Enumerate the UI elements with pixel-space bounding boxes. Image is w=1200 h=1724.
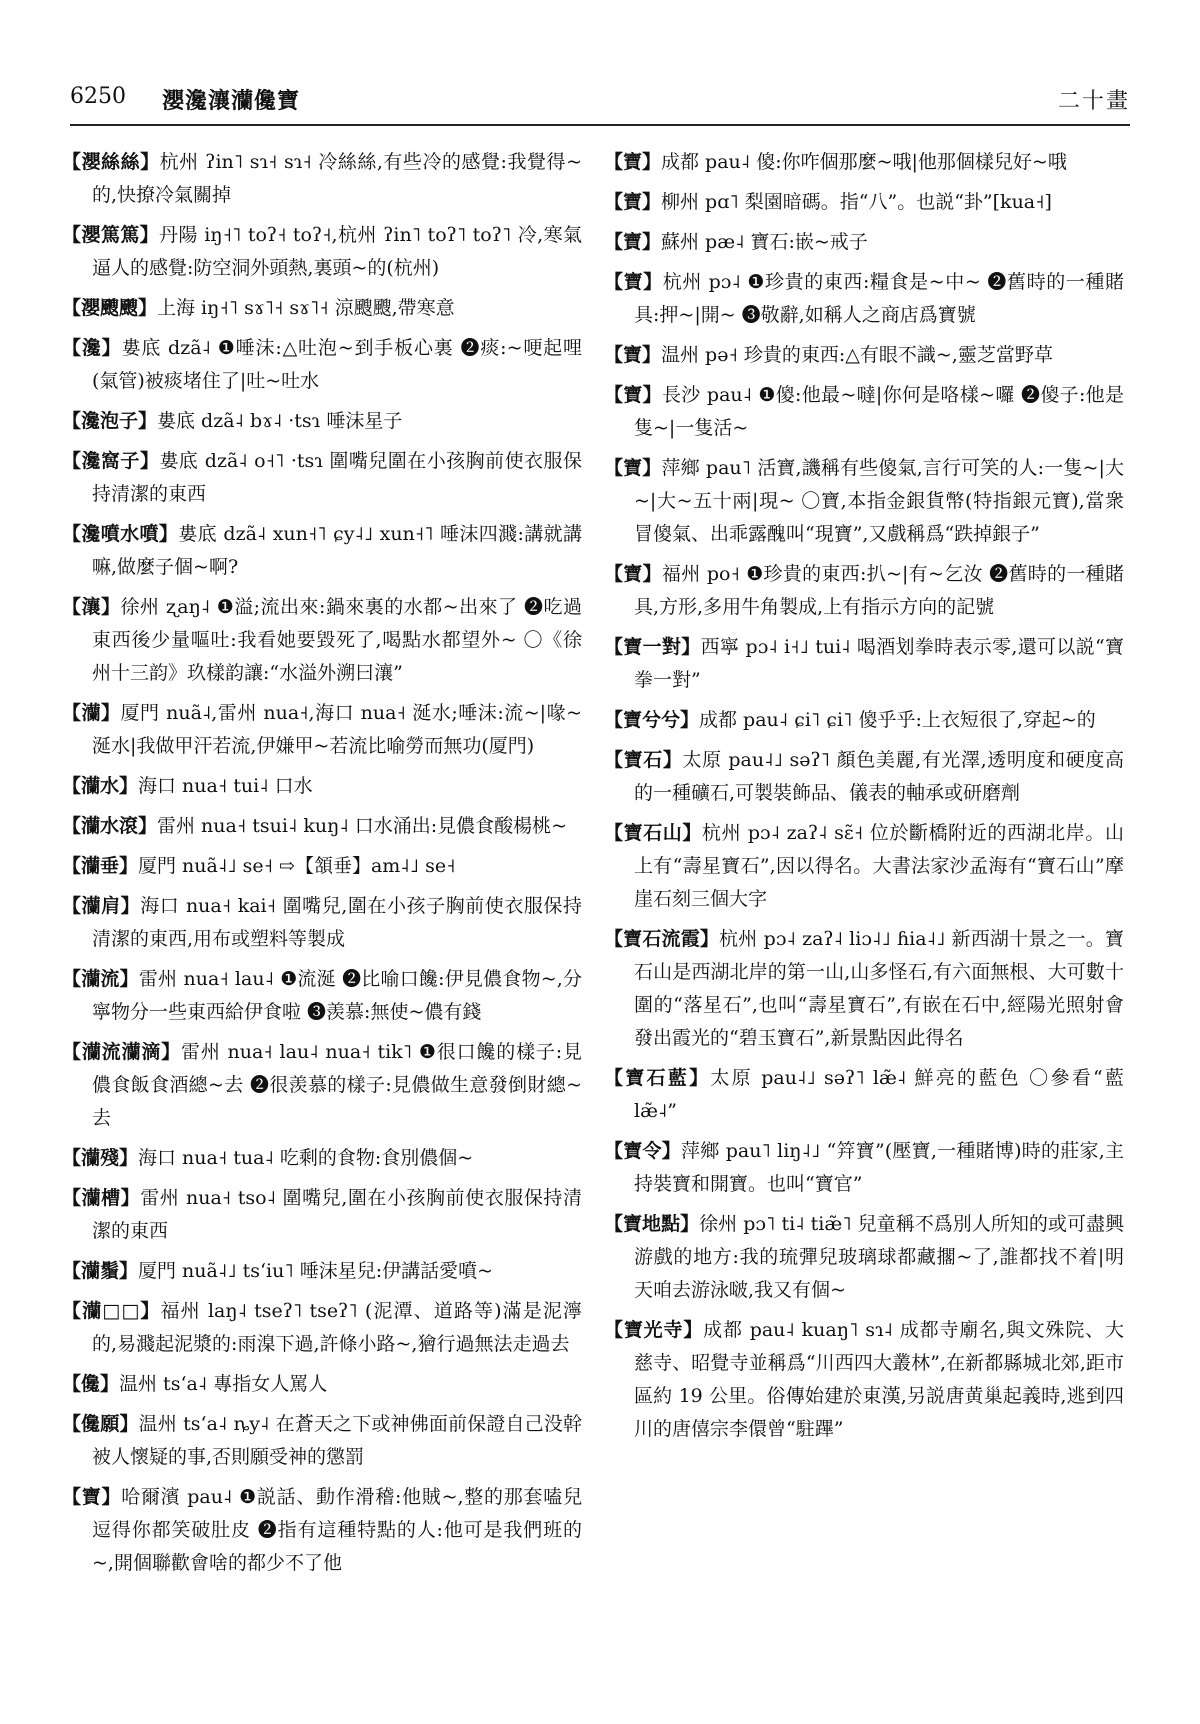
- entry-headword: 【灡肩】: [62, 895, 141, 917]
- dictionary-entry: [62, 1295, 582, 1361]
- entry-headword: 【瀺泡子】: [62, 410, 158, 432]
- dictionary-entry: [604, 558, 1124, 624]
- entry-headword: 【寶】: [604, 231, 662, 253]
- entry-definition: 杭州 pɔ˨ ❶珍貴的東西:糧食是~中~ ❷舊時的一種賭具:押~|開~ ❸敬辭,如稱人之商店爲寶號: [634, 271, 1124, 326]
- page-header: [70, 84, 1130, 126]
- entry-headword: 【瀴篤篤】: [62, 224, 160, 246]
- dictionary-entry: [62, 1036, 582, 1135]
- entry-headword: 【寶石藍】: [604, 1067, 711, 1089]
- entry-headword: 【灡流】: [62, 968, 139, 990]
- dictionary-entry: [62, 697, 582, 763]
- entry-definition: 温州 tsʻa˨ ȵy˨ 在蒼天之下或神佛面前保證自己没幹被人懷疑的事,否則願受神的懲罰: [92, 1413, 582, 1468]
- dictionary-entry: [62, 591, 582, 690]
- entry-headword: 【寶光寺】: [604, 1319, 704, 1341]
- entry-headword: 【寶】: [604, 151, 662, 173]
- entry-definition: 婁底 dzã˨ ❶唾沫:△吐泡~到手板心裏 ❷痰:~哽起哩(氣管)被痰堵住了|吐~吐水: [92, 337, 582, 392]
- entry-headword: 【灡垂】: [62, 855, 139, 877]
- dictionary-entry: [62, 445, 582, 511]
- page-number: 6250: [70, 84, 126, 109]
- dictionary-entry: [62, 518, 582, 584]
- entry-headword: 【寶兮兮】: [604, 709, 700, 731]
- entry-definition: 雷州 nua˧ tso˨ 圍嘴兒,圍在小孩胸前使衣服保持清潔的東西: [92, 1187, 582, 1242]
- entry-definition: 婁底 dzã˨ xun˧˥ ɕy˨˩ xun˧˥ 唾沫四濺:講就講嘛,做麼子個~啊?: [92, 523, 582, 578]
- dictionary-entry: [604, 379, 1124, 445]
- entry-headword: 【寶】: [604, 563, 662, 585]
- dictionary-entry: [62, 1142, 582, 1175]
- entry-definition: 長沙 pau˨ ❶傻:他最~噠|你何是咯樣~囉 ❷傻子:他是隻~|一隻活~: [634, 384, 1124, 439]
- dictionary-entry: [62, 890, 582, 956]
- entry-headword: 【灡□□】: [62, 1300, 161, 1322]
- entry-definition: 婁底 dzã˨ o˧˥ ·tsɿ 圍嘴兒圍在小孩胸前使衣服保持清潔的東西: [92, 450, 582, 505]
- entry-headword: 【寶】: [604, 344, 662, 366]
- header-title: 瀴瀺瀼灡儳寶: [162, 88, 301, 114]
- right-column: [604, 146, 1124, 1706]
- dictionary-entry: [62, 146, 582, 212]
- dictionary-entry: [62, 963, 582, 1029]
- entry-headword: 【寶令】: [604, 1140, 681, 1162]
- entry-definition: 柳州 pɑ˥ 梨園暗碼。指“八”。也説“卦”[kua˧]: [661, 191, 1052, 213]
- entry-definition: 太原 pau˨˩ səʔ˥ 顏色美麗,有光澤,透明度和硬度高的一種礦石,可製裝飾品、儀表的軸承或研磨劑: [634, 749, 1124, 804]
- dictionary-entry: [604, 631, 1124, 697]
- entry-definition: 杭州 ʔin˥ sɿ˧ sɿ˧ 冷絲絲,有些冷的感覺:我覺得~的,快撩冷氣關掉: [92, 151, 582, 206]
- entry-headword: 【寶石流霞】: [604, 928, 720, 950]
- dictionary-entry: [604, 1135, 1124, 1201]
- entry-headword: 【寶石山】: [604, 822, 702, 844]
- entry-headword: 【寶地點】: [604, 1213, 700, 1235]
- entry-headword: 【瀺窩子】: [62, 450, 160, 472]
- entry-definition: 厦門 nuã˨˩ tsʻiu˥ 唾沫星兒:伊講話愛噴~: [138, 1260, 494, 1282]
- entry-headword: 【灡鬚】: [62, 1260, 139, 1282]
- entry-headword: 【儳】: [62, 1373, 120, 1395]
- entry-definition: 萍鄉 pau˥ liŋ˨˩ “筓寶”(壓寶,一種賭博)時的莊家,主持裝寶和開寶。也叫“寶官”: [634, 1140, 1124, 1195]
- dictionary-entry: [62, 405, 582, 438]
- dictionary-entry: [604, 744, 1124, 810]
- dictionary-entry: [604, 452, 1124, 551]
- entry-definition: 雷州 nua˧ tsui˨ kuŋ˨ 口水涌出:見儂食酸楊桃~: [157, 815, 568, 837]
- entry-definition: 温州 tsʻa˨ 專指女人罵人: [119, 1373, 328, 1395]
- dictionary-entry: [62, 219, 582, 285]
- entry-headword: 【寶】: [604, 457, 662, 479]
- entry-headword: 【瀴颼颼】: [62, 297, 158, 319]
- entry-definition: 萍鄉 pau˥ 活寶,譏稱有些傻氣,言行可笑的人:一隻~|大~|大~五十兩|現~ 〇寶,本指金銀貨幣(特指銀元寶),當衆冒傻氣、出乖露醜叫“現寶”,又戲稱爲“跌掉銀子”: [634, 457, 1124, 545]
- left-column: [62, 146, 582, 1706]
- entry-definition: 西寧 pɔ˨ i˧˩ tui˨ 喝酒划拳時表示零,還可以説“寶拳一對”: [634, 636, 1124, 691]
- entry-headword: 【寶一對】: [604, 636, 701, 658]
- dictionary-entry: [62, 332, 582, 398]
- section-label: 二十畫: [1057, 89, 1130, 114]
- dictionary-entry: [62, 770, 582, 803]
- entry-headword: 【寶石】: [604, 749, 683, 771]
- dictionary-entry: [604, 817, 1124, 916]
- entry-headword: 【灡】: [62, 702, 121, 724]
- entry-headword: 【灡流灡滴】: [62, 1041, 181, 1063]
- entry-headword: 【寶】: [62, 1486, 122, 1508]
- entry-definition: 徐州 ʐaŋ˨ ❶溢;流出來:鍋來裏的水都~出來了 ❷吃過東西後少量嘔吐:我看她要毀死了,喝點水都望外~ 〇《徐州十三韵》玖樣韵讓:“水溢外溯曰瀼”: [92, 596, 582, 684]
- entry-headword: 【儳願】: [62, 1413, 139, 1435]
- entry-definition: 婁底 dzã˨ bɤ˨ ·tsɿ 唾沫星子: [157, 410, 403, 432]
- entry-headword: 【灡殘】: [62, 1147, 139, 1169]
- entry-headword: 【灡槽】: [62, 1187, 141, 1209]
- dictionary-entry: [604, 339, 1124, 372]
- entry-definition: 太原 pau˨˩ səʔ˥ læ̃˨ 鮮亮的藍色 〇參看“藍 læ̃˨”: [634, 1067, 1124, 1122]
- dictionary-entry: [62, 1408, 582, 1474]
- entry-definition: 海口 nua˧ tua˨ 吃剩的食物:食別儂個~: [138, 1147, 474, 1169]
- dictionary-entry: [62, 1481, 582, 1580]
- dictionary-entry: [604, 146, 1124, 179]
- entry-headword: 【灡水滾】: [62, 815, 158, 837]
- entry-headword: 【瀺】: [62, 337, 122, 359]
- entry-definition: 温州 pə˧ 珍貴的東西:△有眼不識~,靈芝當野草: [661, 344, 1053, 366]
- entry-definition: 福州 laŋ˨ tseʔ˥ tseʔ˥ (泥潭、道路等)滿是泥濘的,易濺起泥漿的:雨㴪下過,許條小路~,獪行過無法走過去: [92, 1300, 582, 1355]
- dictionary-entry: [62, 810, 582, 843]
- dictionary-entry: [604, 186, 1124, 219]
- entry-definition: 海口 nua˧ kai˧ 圍嘴兒,圍在小孩子胸前使衣服保持清潔的東西,用布或塑料等製成: [92, 895, 582, 950]
- dictionary-entry: [62, 1255, 582, 1288]
- dictionary-entry: [604, 1062, 1124, 1128]
- entry-definition: 徐州 pɔ˥ ti˨ tiæ̃˥ 兒童稱不爲別人所知的或可盡興游戲的地方:我的琉彈兒玻璃球都藏擱~了,誰都找不着|明天咱去游泳啵,我又有個~: [634, 1213, 1124, 1301]
- entry-definition: 福州 po˧ ❶珍貴的東西:扒~|有~乞汝 ❷舊時的一種賭具,方形,多用牛角製成,上有指示方向的記號: [634, 563, 1124, 618]
- entry-definition: 成都 pau˨ 傻:你咋個那麼~哦|他那個樣兒好~哦: [661, 151, 1067, 173]
- entry-definition: 厦門 nuã˨,雷州 nua˧,海口 nua˧ 涎水;唾沫:流~|喙~涎水|我做甲汗若流,伊嫌甲~若流比喻勞而無功(厦門): [92, 702, 582, 757]
- entry-definition: 厦門 nuã˨˩ se˧ ⇨【頷垂】am˨˩ se˧: [138, 855, 456, 877]
- entry-definition: 成都 pau˨ ɕi˥ ɕi˥ 傻乎乎:上衣短很了,穿起~的: [699, 709, 1096, 731]
- entry-headword: 【瀴絲絲】: [62, 151, 160, 173]
- entry-definition: 哈爾濱 pau˨ ❶説話、動作滑稽:他賊~,整的那套嗑兒逗得你都笑破肚皮 ❷指有這種特點的人:他可是我們班的~,開個聯歡會啥的都少不了他: [92, 1486, 582, 1574]
- entry-definition: 雷州 nua˧ lau˨ ❶流涎 ❷比喻口饞:伊見儂食物~,分寧物分一些東西給伊食啦 ❸羡慕:無使~儂有錢: [92, 968, 582, 1023]
- entry-headword: 【寶】: [604, 191, 662, 213]
- dictionary-entry: [604, 1208, 1124, 1307]
- entry-definition: 成都 pau˨ kuaŋ˥ sɿ˨ 成都寺廟名,與文殊院、大慈寺、昭覺寺並稱爲“川西四大叢林”,在新都縣城北郊,距市區約 19 公里。俗傳始建於東漢,另説唐黄巢起義時,逃到四川的唐僖宗李儇曾“駐蹕”: [634, 1319, 1124, 1440]
- entry-definition: 上海 iŋ˧˥ sɤ˥˧ sɤ˥˧ 涼颼颼,帶寒意: [157, 297, 455, 319]
- dictionary-entry: [62, 292, 582, 325]
- entry-definition: 杭州 pɔ˨ zaʔ˨ liɔ˨˩ ɦia˨˩ 新西湖十景之一。寶石山是西湖北岸的第一山,山多怪石,有六面無根、大可數十圍的“落星石”,也叫“壽星寶石”,有嵌在石中,經陽光照射會發出霞光的“碧玉寶石”,新景點因此得名: [634, 928, 1124, 1049]
- entry-definition: 海口 nua˧ tui˨ 口水: [138, 775, 313, 797]
- entry-headword: 【寶】: [604, 271, 663, 293]
- dictionary-entry: [62, 1368, 582, 1401]
- dictionary-entry: [62, 850, 582, 883]
- entry-definition: 蘇州 pæ˨ 寶石:嵌~戒子: [661, 231, 868, 253]
- entry-headword: 【灡水】: [62, 775, 139, 797]
- entry-headword: 【瀼】: [62, 596, 121, 618]
- dictionary-entry: [604, 704, 1124, 737]
- entry-headword: 【瀺噴水噴】: [62, 523, 179, 545]
- dictionary-entry: [604, 226, 1124, 259]
- entry-definition: 雷州 nua˧ lau˨ nua˧ tik˥ ❶很口饞的樣子:見儂食飯食酒總~去 ❷很羡慕的樣子:見儂做生意發倒財總~去: [92, 1041, 582, 1129]
- dictionary-entry: [604, 1314, 1124, 1446]
- entry-definition: 丹陽 iŋ˧˥ toʔ˧ toʔ˧,杭州 ʔin˥ toʔ˥ toʔ˥ 冷,寒氣逼人的感覺:防空洞外頭熱,裏頭~的(杭州): [92, 224, 582, 279]
- dictionary-entry: [62, 1182, 582, 1248]
- dictionary-entry: [604, 266, 1124, 332]
- entry-headword: 【寶】: [604, 384, 662, 406]
- entry-definition: 杭州 pɔ˨ zaʔ˨ sɛ̃˧ 位於斷橋附近的西湖北岸。山上有“壽星寶石”,因以得名。大書法家沙孟海有“寶石山”摩崖石刻三個大字: [634, 822, 1124, 910]
- dictionary-entry: [604, 923, 1124, 1055]
